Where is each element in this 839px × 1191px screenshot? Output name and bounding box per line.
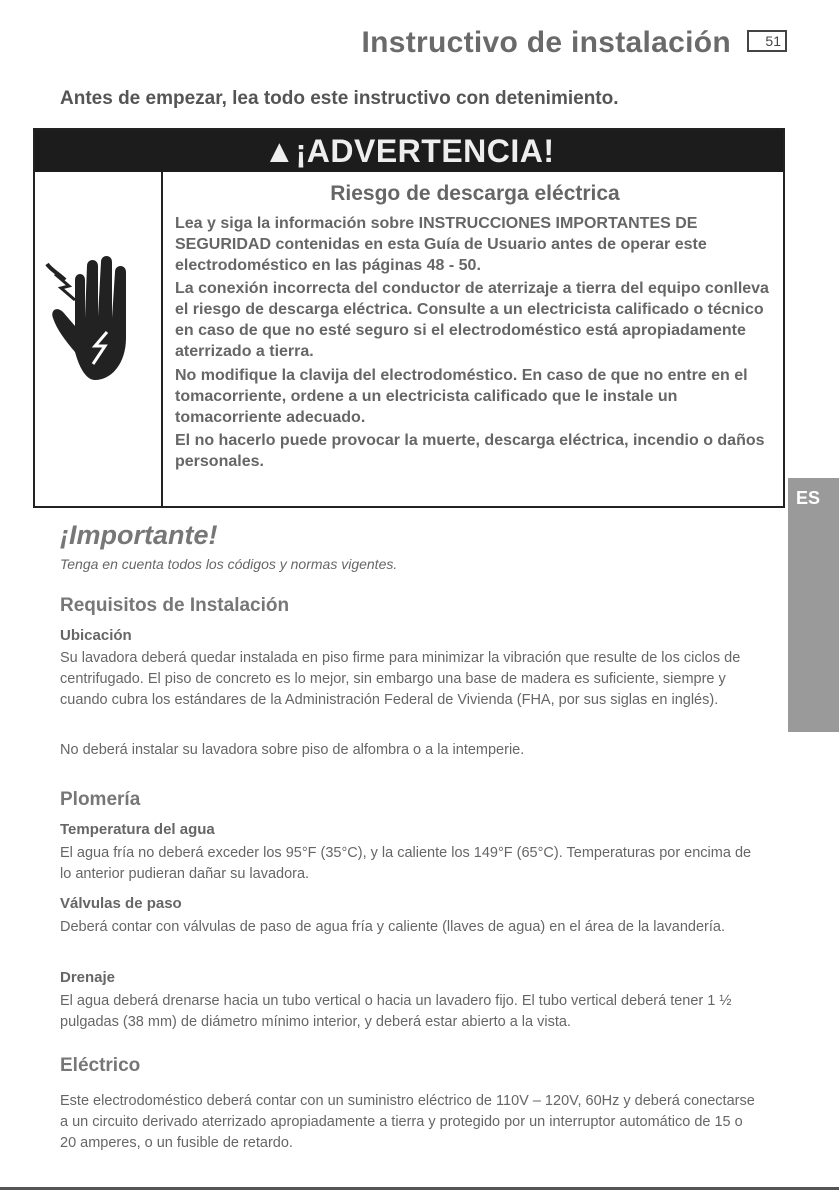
valves-title: Válvulas de paso bbox=[60, 895, 182, 912]
page-title: Instructivo de instalación bbox=[361, 26, 731, 59]
warning-divider bbox=[161, 172, 163, 506]
requirements-title: Requisitos de Instalación bbox=[60, 595, 290, 616]
page-number: 51 bbox=[747, 30, 787, 52]
ubicacion-paragraph: Su lavadora deberá quedar instalada en piso firme para minimizar la vibración que resulte de los ciclos de centrifugado. El piso de concreto es lo mejor, sin embargo una base de madera es suficiente, siempre y cuando cubra los estándares de la Administración Federal de Vivienda (FHA, por sus siglas en inglés). bbox=[60, 650, 741, 708]
drain-paragraph: El agua deberá drenarse hacia un tubo vertical o hacia un lavadero fijo. El tubo vertical deberá tener 1 ½ pulgadas (38 mm) de diámetro mínimo interior, y deberá estar abierto a la vista. bbox=[60, 993, 732, 1030]
warning-paragraph-3: No modifique la clavija del electrodoméstico. En caso de que no entre en el tomacorriente, ordene a un electricista calificado que le instale un tomacorriente adecuado. bbox=[175, 367, 748, 426]
electric-shock-hand-icon bbox=[45, 240, 155, 390]
ubicacion-title: Ubicación bbox=[60, 627, 132, 644]
drain-title: Drenaje bbox=[60, 969, 116, 986]
ubicacion-paragraph-2: No deberá instalar su lavadora sobre piso de alfombra o a la intemperie. bbox=[60, 742, 525, 758]
important-subtitle: Tenga en cuenta todos los códigos y normas vigentes. bbox=[60, 556, 398, 572]
language-tab-label: ES bbox=[796, 488, 821, 508]
important-title: ¡Importante! bbox=[60, 520, 218, 550]
plumbing-title: Plomería bbox=[60, 789, 141, 810]
temperature-paragraph: El agua fría no deberá exceder los 95°F (35°C), y la caliente los 149°F (65°C). Temperaturas por encima de lo anterior pudieran dañar su lavadora. bbox=[60, 845, 752, 882]
warning-box bbox=[33, 128, 785, 508]
intro-text: Antes de empezar, lea todo este instructivo con detenimiento. bbox=[60, 88, 619, 109]
risk-title: Riesgo de descarga eléctrica bbox=[330, 182, 620, 205]
temperature-title: Temperatura del agua bbox=[60, 821, 215, 838]
warning-paragraph-4: El no hacerlo puede provocar la muerte, descarga eléctrica, incendio o daños personales. bbox=[175, 432, 765, 470]
bottom-rule bbox=[0, 1187, 839, 1190]
valves-paragraph: Deberá contar con válvulas de paso de agua fría y caliente (llaves de agua) en el área de la lavandería. bbox=[60, 919, 726, 935]
warning-paragraph-2: La conexión incorrecta del conductor de aterrizaje a tierra del equipo conlleva el riesgo de descarga eléctrica. Consulte a un electricista calificado o técnico en caso de que no esté seguro si el electrodoméstico está apropiadamente aterrizado a tierra. bbox=[175, 280, 769, 360]
electric-paragraph: Este electrodoméstico deberá contar con un suministro eléctrico de 110V – 120V, 60Hz y deberá conectarse a un circuito derivado aterrizado apropiadamente a tierra y protegido por un interruptor automático de 15 o 20 amperes, o un fusible de retardo. bbox=[60, 1093, 755, 1151]
warning-banner: ▲¡ADVERTENCIA! bbox=[35, 130, 783, 172]
electric-title: Eléctrico bbox=[60, 1055, 141, 1076]
warning-paragraph-1: Lea y siga la información sobre INSTRUCCIONES IMPORTANTES DE SEGURIDAD contenidas en esta Guía de Usuario antes de operar este electrodoméstico en las páginas 48 - 50. bbox=[175, 215, 707, 274]
language-tab bbox=[788, 478, 839, 732]
